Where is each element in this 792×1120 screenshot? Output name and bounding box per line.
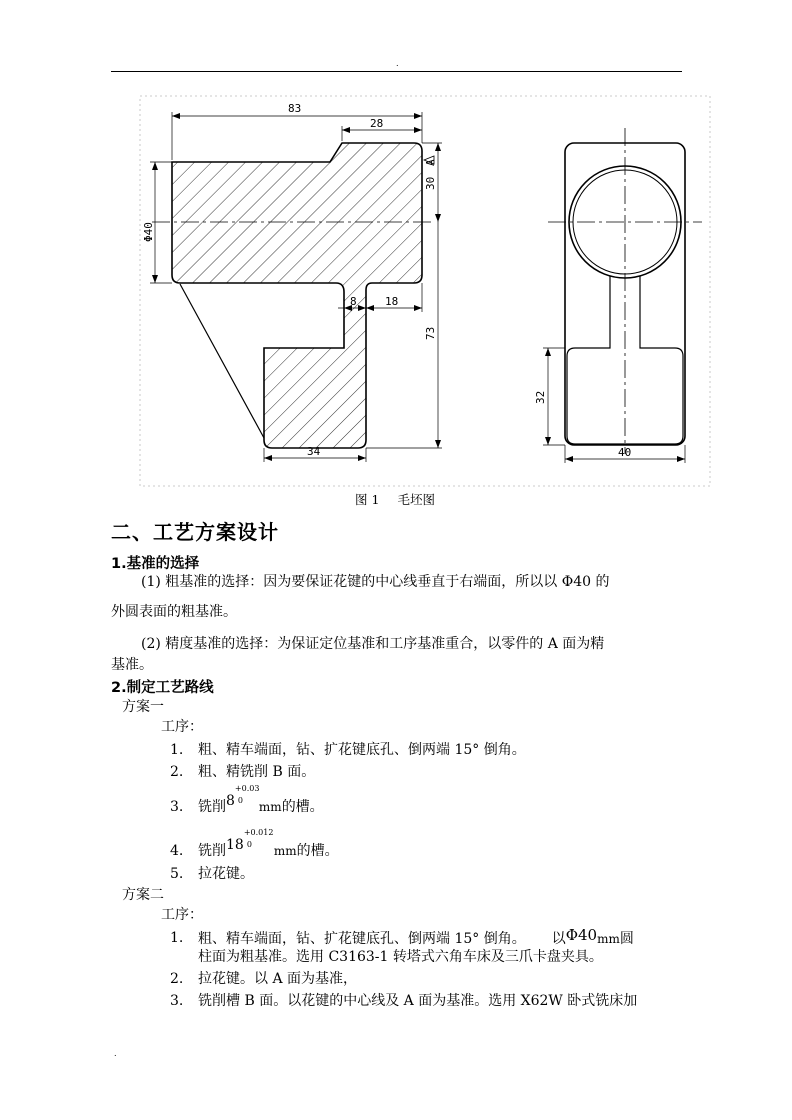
plan1-item5-text: 拉花键。 <box>198 866 254 882</box>
para-rough-datum-line1: (1) 粗基准的选择：因为要保证花键的中心线垂直于右端面，所以以 Φ40 的 <box>141 574 610 590</box>
side-view <box>548 128 702 454</box>
plan1-item4-pre: 铣削 <box>198 843 226 859</box>
plan2-item1-line2: 柱面为粗基准。选用 C3163-1 转塔式六角车床及三爪卡盘夹具。 <box>198 949 603 965</box>
plan2-item1-line1 <box>198 928 634 949</box>
plan2-item2-num: 2. <box>170 971 184 987</box>
para-precision-datum-line2: 基准。 <box>111 657 153 673</box>
dim-34: 34 <box>307 445 321 458</box>
dim-83: 83 <box>288 102 302 115</box>
tol8-upper: +0.03 <box>234 784 260 793</box>
para-precision-datum-line1: (2) 精度基准的选择：为保证定位基准和工序基准重合，以零件的 A 面为精 <box>141 636 605 652</box>
caption-label: 图 1 <box>355 492 380 507</box>
dim-32: 32 <box>534 390 547 404</box>
plan1-item4 <box>198 828 339 861</box>
plan1-item3-pre: 铣削 <box>198 799 226 815</box>
plan1-item3-post: 的槽。 <box>281 799 324 815</box>
plan2-item2-text: 拉花键。以 A 面为基准， <box>198 971 358 987</box>
plan1-item3 <box>198 784 324 817</box>
plan1-item4-num: 4. <box>170 843 184 859</box>
plan2-item1-text-b: 以 <box>551 931 566 947</box>
caption-title: 毛坯图 <box>397 492 435 507</box>
header-mark: . <box>396 59 399 68</box>
plan1-item2-text: 粗、精铣削 B 面。 <box>198 764 316 780</box>
tol18-base: 18 <box>226 837 244 853</box>
dim-30: 30 <box>424 176 437 190</box>
plan2-steps-label: 工序： <box>161 907 203 923</box>
figure-caption <box>355 490 453 508</box>
plan2-item1-text-c: 圆 <box>619 931 634 947</box>
plan2-item1-text-a: 粗、精车端面，钻、扩花键底孔、倒两端 15° 倒角。 <box>198 931 526 947</box>
datum-a: A <box>424 159 437 166</box>
plan1-item1-text: 粗、精车端面，钻、扩花键底孔、倒两端 15° 倒角。 <box>198 742 526 758</box>
dim-8: 8 <box>350 295 357 308</box>
drawing-frame <box>140 96 710 486</box>
tolerance-18 <box>226 828 274 861</box>
tol8-lower: 0 <box>237 796 244 805</box>
subheading-route: 2.制定工艺路线 <box>111 680 214 696</box>
dim-18: 18 <box>385 295 399 308</box>
tol18-upper: +0.012 <box>243 828 274 837</box>
plan1-item5-num: 5. <box>170 866 184 882</box>
dim-40: 40 <box>618 446 632 459</box>
subheading-datum: 1.基准的选择 <box>111 556 200 572</box>
plan2-title: 方案二 <box>122 887 164 903</box>
dim-28: 28 <box>370 117 384 130</box>
plan2-item1-num: 1. <box>170 930 184 946</box>
plan1-item4-post: 的槽。 <box>296 843 339 859</box>
tol8-base: 8 <box>226 793 235 809</box>
tolerance-8 <box>226 784 260 817</box>
plan1-item3-unit: mm <box>258 800 282 814</box>
plan1-item1-num: 1. <box>170 742 184 758</box>
footer-mark: . <box>114 1049 117 1058</box>
plan1-item3-num: 3. <box>170 799 184 815</box>
plan2-item1-unit: mm <box>597 932 620 946</box>
plan2-item1-phi: Φ40 <box>565 926 598 944</box>
plan1-item2-num: 2. <box>170 764 184 780</box>
dim-73: 73 <box>424 326 437 340</box>
plan1-steps-label: 工序： <box>161 719 203 735</box>
section-view <box>142 102 442 462</box>
slant-contour <box>180 284 264 438</box>
plan1-item4-unit: mm <box>273 844 297 858</box>
plan2-item3-num: 3. <box>170 993 184 1009</box>
tol18-lower: 0 <box>246 840 252 849</box>
plan2-item3-text: 铣削槽 B 面。以花键的中心线及 A 面为基准。选用 X62W 卧式铣床加 <box>198 993 638 1009</box>
plan1-title: 方案一 <box>122 699 164 715</box>
section-title: 二、工艺方案设计 <box>111 520 279 544</box>
para-rough-datum-line2: 外圆表面的粗基准。 <box>111 604 237 620</box>
dim-phi40: Φ40 <box>142 222 155 242</box>
